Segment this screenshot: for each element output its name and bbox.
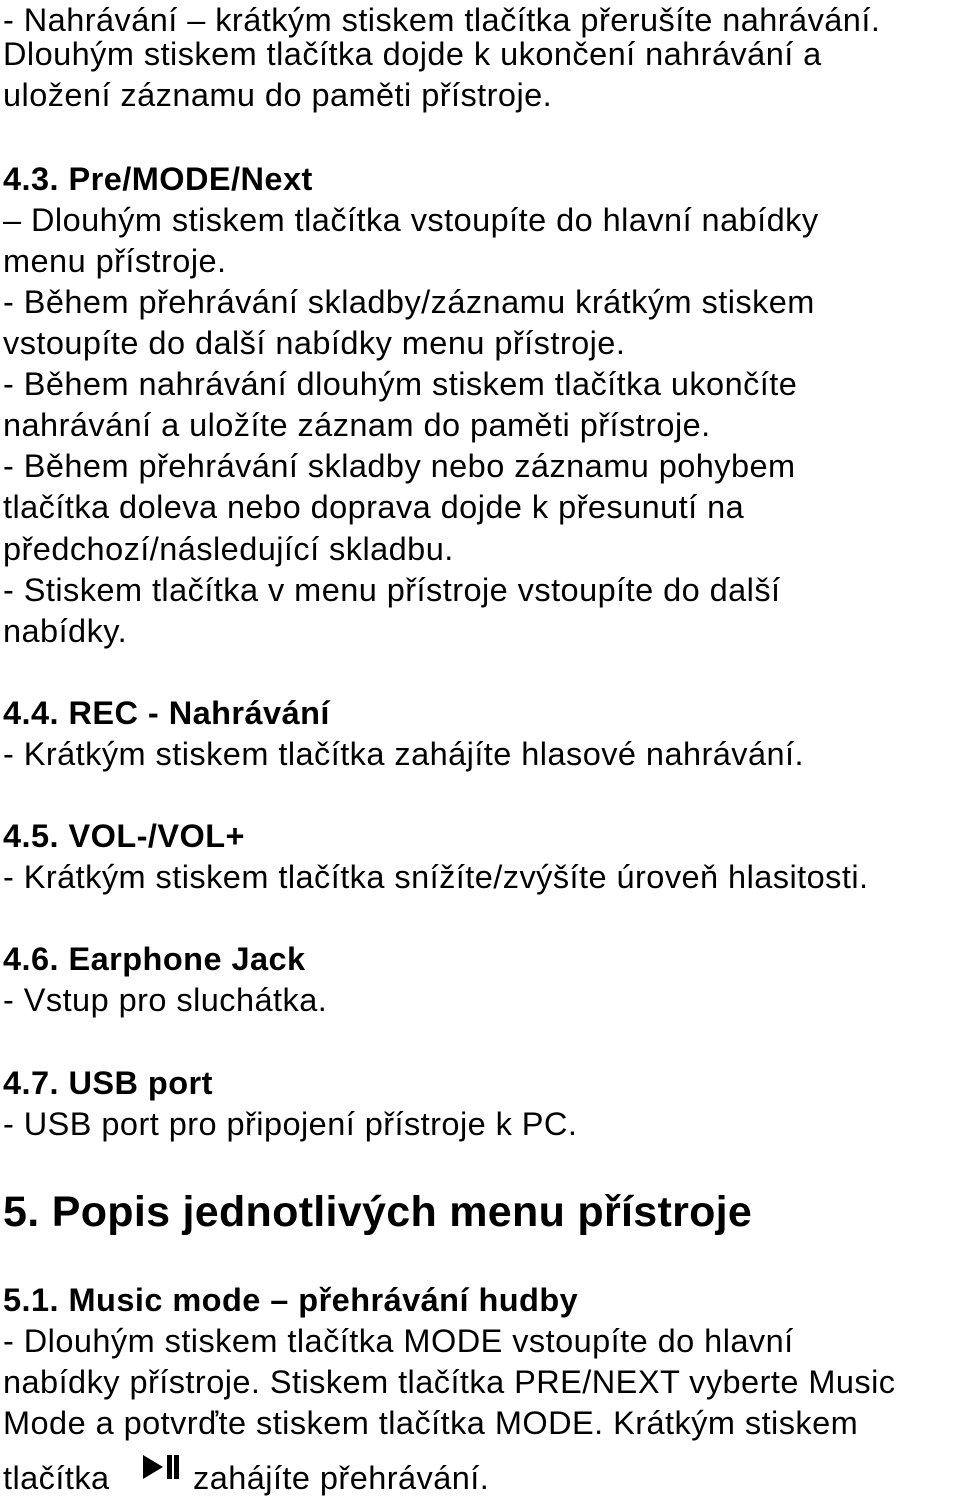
paragraph-line: - Krátkým stiskem tlačítka zahájíte hlasové nahrávání. [3,736,805,772]
section-heading-4-3: 4.3. Pre/MODE/Next [3,161,313,197]
section-heading-4-6: 4.6. Earphone Jack [3,941,306,977]
paragraph-line: vstoupíte do další nabídky menu přístroje. [3,325,626,361]
paragraph-line: - Krátkým stiskem tlačítka snížíte/zvýšíte úroveň hlasitosti. [3,859,869,895]
section-heading-4-5: 4.5. VOL-/VOL+ [3,818,245,854]
paragraph-line: - Stiskem tlačítka v menu přístroje vstoupíte do další [3,572,781,608]
paragraph-line: uložení záznamu do paměti přístroje. [3,77,553,113]
paragraph-line: Mode a potvrďte stiskem tlačítka MODE. Krátkým stiskem [3,1405,859,1441]
section-heading-4-4: 4.4. REC - Nahrávání [3,695,330,731]
paragraph-line: menu přístroje. [3,243,227,279]
paragraph-line-end: zahájíte přehrávání. [193,1460,490,1496]
paragraph-line: nahrávání a uložíte záznam do paměti přístroje. [3,407,711,443]
paragraph-line-start: tlačítka [3,1460,110,1496]
paragraph-line: - Během přehrávání skladby nebo záznamu pohybem [3,448,796,484]
paragraph-line: - Během nahrávání dlouhým stiskem tlačítka ukončíte [3,366,798,402]
paragraph-line: předchozí/následující skladbu. [3,531,454,567]
play-pause-icon [141,1452,181,1482]
section-heading-4-7: 4.7. USB port [3,1065,213,1101]
paragraph-line: tlačítka doleva nebo doprava dojde k přesunutí na [3,489,745,525]
paragraph-line: - Vstup pro sluchátka. [3,982,328,1018]
chapter-heading-5: 5. Popis jednotlivých menu přístroje [3,1188,753,1236]
paragraph-line: nabídky. [3,613,128,649]
paragraph-line: - Nahrávání – krátkým stiskem tlačítka přerušíte nahrávání. [3,2,881,38]
paragraph-line: Dlouhým stiskem tlačítka dojde k ukončení nahrávání a [3,36,822,72]
section-heading-5-1: 5.1. Music mode – přehrávání hudby [3,1282,579,1318]
paragraph-line: nabídky přístroje. Stiskem tlačítka PRE/NEXT vyberte Music [3,1364,896,1400]
paragraph-line: – Dlouhým stiskem tlačítka vstoupíte do hlavní nabídky [3,202,819,238]
paragraph-line: - Dlouhým stiskem tlačítka MODE vstoupíte do hlavní [3,1323,794,1359]
paragraph-line: - Během přehrávání skladby/záznamu krátkým stiskem [3,284,815,320]
paragraph-line: - USB port pro připojení přístroje k PC. [3,1106,578,1142]
